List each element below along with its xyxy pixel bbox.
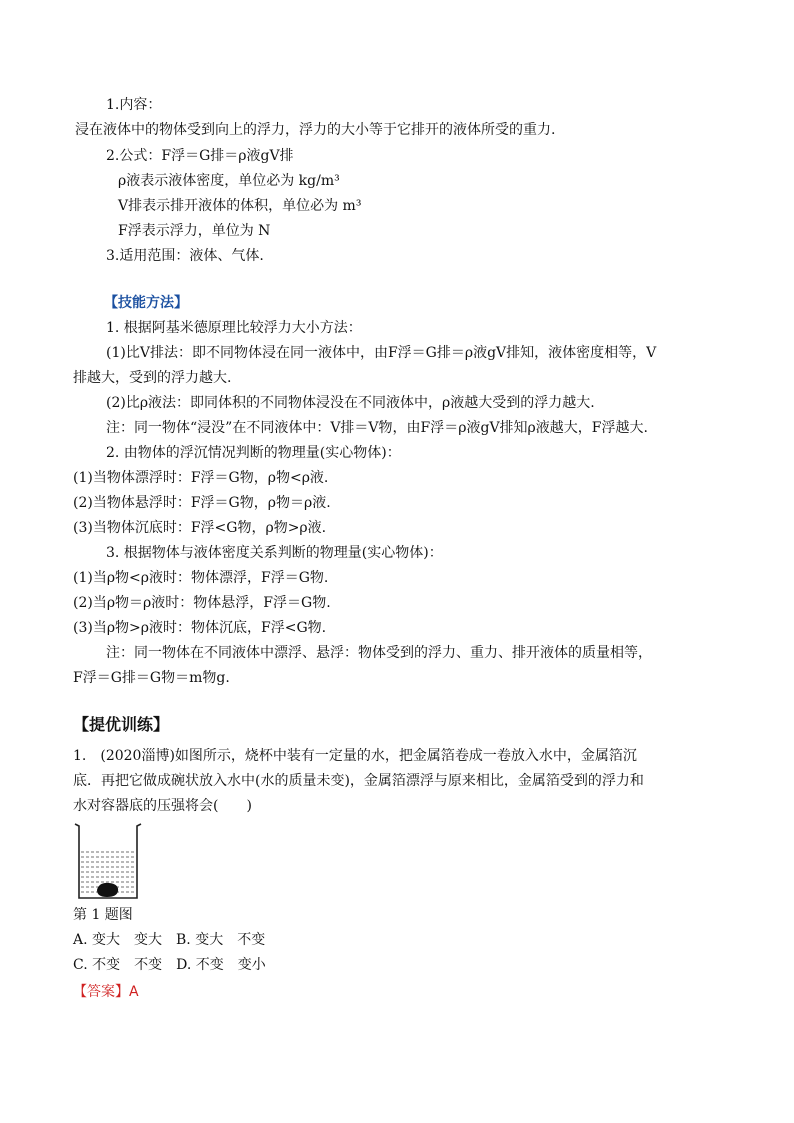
- skills-item-2a: (1)当物体漂浮时：F浮＝G物，ρ物<ρ液.: [73, 470, 329, 486]
- answer-line: [73, 982, 139, 1002]
- options-a-b: A. 变大 变大 B. 变大 不变: [73, 932, 266, 948]
- skills-item-3a: (1)当ρ物<ρ液时：物体漂浮，F浮＝G物.: [73, 570, 329, 586]
- skills-note-line2: F浮＝G排＝G物＝m物g.: [73, 670, 230, 686]
- question-1-line3: 水对容器底的压强将会( ): [73, 798, 252, 814]
- force-description: F浮表示浮力，单位为 N: [118, 223, 271, 239]
- skills-item-3c: (3)当ρ物>ρ液时：物体沉底，F浮<G物.: [73, 620, 327, 636]
- skills-item-1: 1. 根据阿基米德原理比较浮力大小方法：: [106, 320, 362, 336]
- formula-line: 2.公式：F浮＝G排＝ρ液gV排: [106, 148, 294, 164]
- skills-item-1-note: 注：同一物体“浸没”在不同液体中：V排＝V物，由F浮＝ρ液gV排知ρ液越大，F浮越大.: [106, 420, 648, 436]
- skills-note-line1: 注：同一物体在不同液体中漂浮、悬浮：物体受到的浮力、重力、排开液体的质量相等，: [106, 645, 652, 661]
- skills-item-2: 2. 由物体的浮沉情况判断的物理量(实心物体)：: [106, 445, 401, 461]
- rho-description: ρ液表示液体密度，单位必为 kg/m³: [118, 173, 340, 189]
- figure-caption: 第 1 题图: [73, 907, 133, 923]
- question-1-line2: 底．再把它做成碗状放入水中(水的质量未变)，金属箔漂浮与原来相比，金属箔受到的浮力和: [73, 773, 644, 789]
- options-c-d: C. 不变 不变 D. 不变 变小: [73, 957, 266, 973]
- content-label: 1.内容：: [106, 97, 162, 113]
- skills-item-2b: (2)当物体悬浮时：F浮＝G物，ρ物＝ρ液.: [73, 495, 331, 511]
- skills-item-2c: (3)当物体沉底时：F浮<G物，ρ物>ρ液.: [73, 520, 327, 536]
- skills-item-1a-line2: 排越大，受到的浮力越大.: [73, 370, 232, 386]
- beaker-figure: [73, 822, 143, 902]
- metal-foil-lump: [97, 883, 118, 897]
- question-1-line1: 1. (2020淄博)如图所示，烧杯中装有一定量的水，把金属箔卷成一卷放入水中，金属箔沉: [73, 748, 637, 764]
- skills-item-3: 3. 根据物体与液体密度关系判断的物理量(实心物体)：: [106, 545, 443, 561]
- scope-line: 3.适用范围：液体、气体.: [106, 248, 264, 264]
- answer-label: 【答案】: [73, 984, 129, 1000]
- content-text: 浸在液体中的物体受到向上的浮力，浮力的大小等于它排开的液体所受的重力.: [75, 122, 556, 138]
- training-heading: 【提优训练】: [73, 715, 170, 734]
- volume-description: V排表示排开液体的体积，单位必为 m³: [118, 198, 362, 214]
- skills-item-1a-line1: (1)比V排法：即不同物体浸在同一液体中，由F浮＝G排＝ρ液gV排知，液体密度相等，V: [106, 345, 657, 361]
- answer-value: A: [129, 984, 139, 1000]
- skills-item-1b: (2)比ρ液法：即同体积的不同物体浸没在不同液体中，ρ液越大受到的浮力越大.: [106, 395, 595, 411]
- skills-item-3b: (2)当ρ物＝ρ液时：物体悬浮，F浮＝G物.: [73, 595, 331, 611]
- skills-heading: 【技能方法】: [104, 295, 188, 311]
